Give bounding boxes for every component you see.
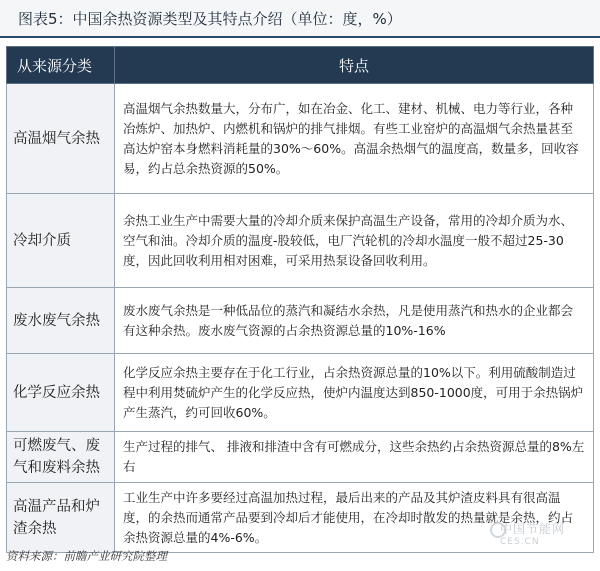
description-cell: 废水废气余热是一种低品位的蒸汽和凝结水余热，凡是使用蒸汽和热水的企业都会有这种余热。废水废气资源的占余热资源总量的10%-16% xyxy=(115,288,594,354)
table-row xyxy=(7,288,594,354)
watermark xyxy=(500,520,565,547)
category-cell: 高温烟气余热 xyxy=(7,84,115,194)
column-header-features: 特点 xyxy=(115,47,594,84)
description-cell: 生产过程的排气、 排液和排渣中含有可燃成分，这些余热约占余热资源总量的8%左右 xyxy=(115,432,594,483)
category-cell: 废水废气余热 xyxy=(7,288,115,354)
table-row xyxy=(7,354,594,432)
table-row xyxy=(7,194,594,288)
category-cell: 可燃废气、废气和废料余热 xyxy=(7,432,115,483)
category-cell: 高温产品和炉渣余热 xyxy=(7,483,115,553)
table-header-row xyxy=(7,47,594,84)
chart-title: 图表5：中国余热资源类型及其特点介绍（单位：度，%） xyxy=(0,0,600,38)
source-note: 资料来源：前瞻产业研究院整理 xyxy=(6,549,167,563)
description-cell: 工业生产中许多要经过高温加热过程，最后出来的产品及其炉渣皮料具有很高温度，的余热而通常产品要到冷却后才能使用，在冷却时散发的热量就是余热，约占余热资源总量的4%-6%。 xyxy=(115,483,594,553)
table-row xyxy=(7,432,594,483)
table-row xyxy=(7,84,594,194)
resource-table-container xyxy=(6,46,594,553)
watermark-text: 中国节能网 xyxy=(500,522,566,536)
category-cell: 冷却介质 xyxy=(7,194,115,288)
watermark-subtext: CES.CN xyxy=(500,537,540,547)
description-cell: 高温烟气余热数量大，分布广，如在冶金、化工、建材、机械、电力等行业，各种冶炼炉、加热炉、内燃机和锅炉的排气排烟。有些工业窑炉的高温烟气余热量甚至高达炉窑本身燃料消耗量的30%～60%。高温余热烟气的温度高，数量多，回收容易，约占总余热资源的50%。 xyxy=(115,84,594,194)
column-header-source: 从来源分类 xyxy=(7,47,115,84)
category-cell: 化学反应余热 xyxy=(7,354,115,432)
description-cell: 余热工业生产中需要大量的冷却介质来保护高温生产设备，常用的冷却介质为水、空气和油。冷却介质的温度-股较低，电厂汽轮机的冷却水温度一般不超过25-30度，因此回收利用相对困难，可采用热泵设备回收利用。 xyxy=(115,194,594,288)
description-cell: 化学反应余热主要存在于化工行业，占余热资源总量的10%以下。利用硫酸制造过程中利用焚硫炉产生的化学反应热，使炉内温度达到850-1000度，可用于余热锅炉产生蒸汽，约可回收60%。 xyxy=(115,354,594,432)
resource-table xyxy=(6,46,594,553)
